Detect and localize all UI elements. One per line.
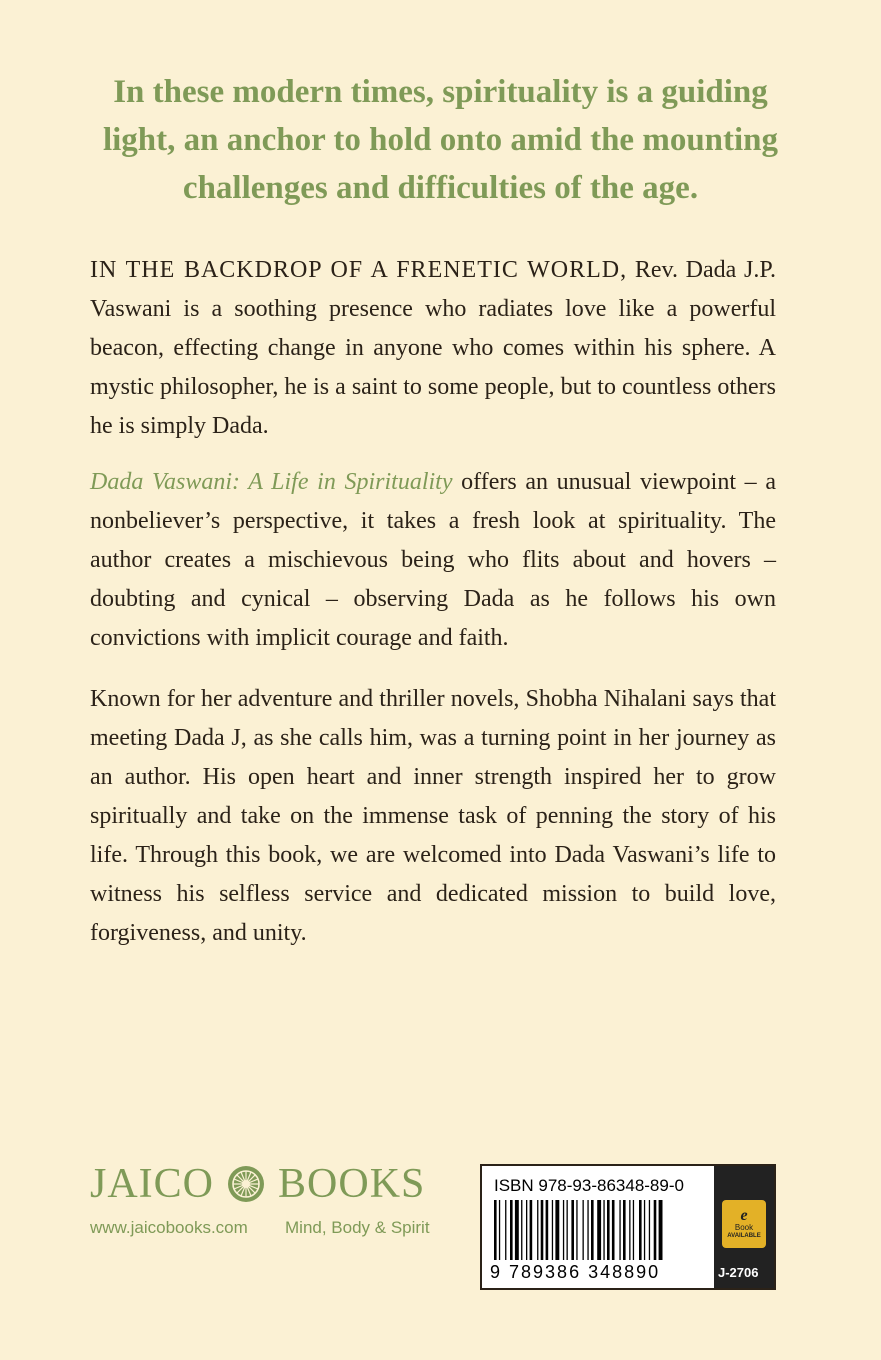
blurb-lead-caps: IN THE BACKDROP OF A FRENETIC WORLD,	[90, 257, 628, 283]
tagline-line-3: challenges and difficulties of the age.	[182, 170, 699, 206]
publisher-website: www.jaicobooks.com	[90, 1218, 248, 1237]
tagline-quote	[60, 68, 821, 212]
ebook-e: e	[740, 1206, 748, 1224]
ebook-word: Book	[734, 1222, 754, 1232]
blurb-paragraph-1	[90, 251, 776, 446]
book-category: Mind, Body & Spirit	[285, 1218, 430, 1237]
blurb-p2-text: offers an unusual viewpoint – a nonbeliever’s perspective, it takes a fresh look at spirituality. The author creates a mischievous being who flits about and hovers – doubting and cynical – observing Dada as he follows his own convictions with implicit courage and faith.	[90, 469, 776, 651]
blurb-p1-text: Rev. Dada J.P. Vaswani is a soothing presence who radiates love like a powerful beacon, effecting change in anyone who comes within his sphere. A mystic philosopher, he is a saint to some people, but to countless others he is simply Dada.	[90, 257, 777, 439]
publisher-name-left: JAICO	[90, 1161, 215, 1207]
ebook-available-text: AVAILABLE	[727, 1232, 761, 1239]
barcode-bars	[492, 1200, 708, 1264]
tagline-line-1: In these modern times, spirituality is a guiding	[113, 74, 768, 110]
publisher-logo	[90, 1160, 425, 1208]
product-code: J-2706	[718, 1265, 759, 1280]
book-title: Dada Vaswani: A Life in Spirituality	[90, 469, 453, 495]
tagline-line-2: light, an anchor to hold onto amid the mounting	[102, 122, 779, 158]
isbn-label: ISBN 978-93-86348-89-0	[494, 1176, 684, 1195]
ebook-available-icon	[722, 1200, 766, 1248]
ebook-side-panel	[714, 1166, 774, 1288]
publisher-name-right: BOOKS	[278, 1161, 426, 1207]
blurb-paragraph-2	[90, 463, 776, 658]
wheel-emblem-icon	[226, 1164, 266, 1204]
barcode-digits: 9 789386 348890	[490, 1262, 708, 1283]
blurb-paragraph-3: Known for her adventure and thriller novels, Shobha Nihalani says that meeting Dada J, as she calls him, was a turning point in her journey as an author. His open heart and inner strength inspired her to grow spiritually and take on the immense task of penning the story of his life. Through this book, we are welcomed into Dada Vaswani’s life to witness his selfless service and dedicated mission to build love, forgiveness, and unity.	[90, 686, 776, 946]
isbn-barcode-box	[480, 1164, 776, 1290]
